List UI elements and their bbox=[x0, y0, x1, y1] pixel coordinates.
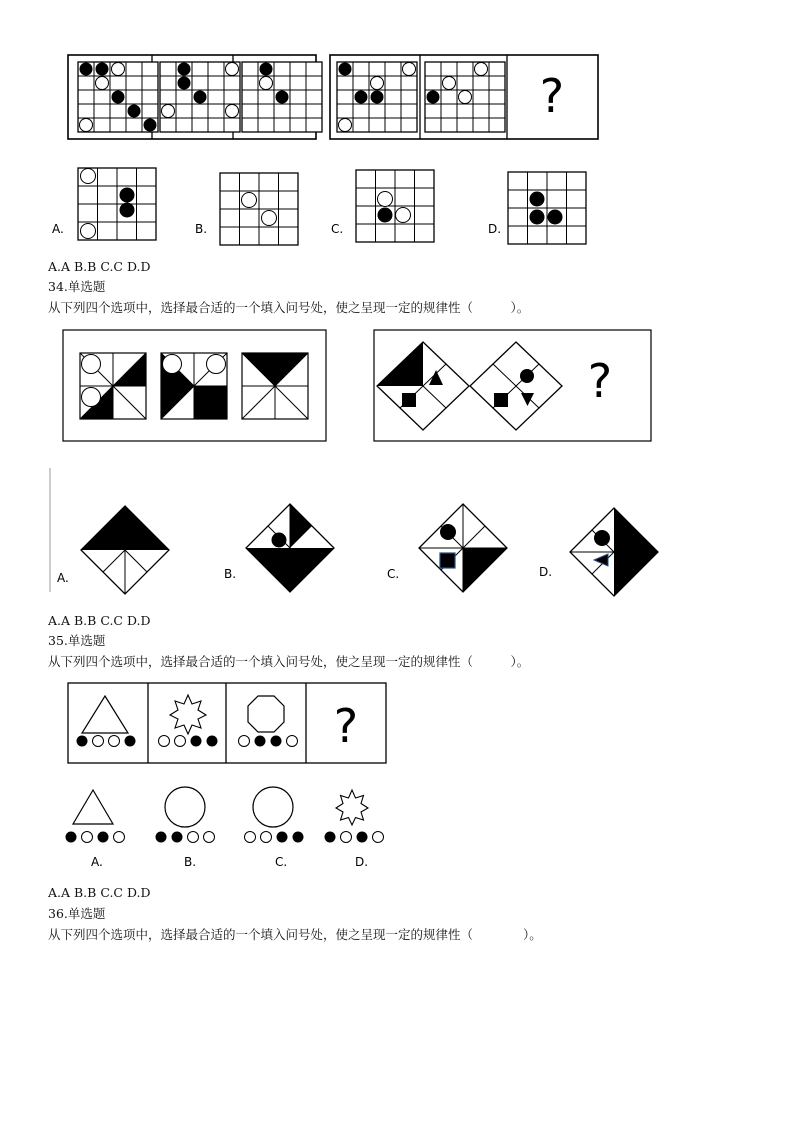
q34-prompt: 从下列四个选项中，选择最合适的一个填入问号处，使之呈现一定的规律性（ ）。 bbox=[48, 300, 530, 315]
q33-grid-4 bbox=[337, 62, 417, 132]
q34-option-c-label: C. bbox=[387, 567, 400, 581]
q35-option-d-label: D. bbox=[355, 855, 369, 869]
q34-option-d-label: D. bbox=[539, 565, 553, 579]
q35-option-d[interactable] bbox=[325, 790, 384, 843]
q34-square-1 bbox=[80, 353, 146, 419]
q34-square-2 bbox=[161, 353, 227, 419]
q35-option-b-label: B. bbox=[184, 855, 197, 869]
q33-sequence-figure bbox=[0, 0, 800, 150]
q33-option-a-grid[interactable] bbox=[78, 168, 156, 240]
q34-sequence-figure bbox=[0, 325, 800, 450]
q35-prompt: 从下列四个选项中，选择最合适的一个填入问号处，使之呈现一定的规律性（ ）。 bbox=[48, 654, 530, 669]
q33-grid-1 bbox=[78, 62, 158, 132]
q33-option-c-grid[interactable] bbox=[356, 170, 434, 242]
q33-question-mark: ? bbox=[539, 69, 565, 123]
q33-option-b-grid[interactable] bbox=[220, 173, 298, 245]
q33-answer-options: A.A B.B C.C D.D bbox=[48, 259, 151, 274]
q34-question-mark: ? bbox=[587, 354, 613, 408]
q35-question-mark: ? bbox=[333, 699, 359, 753]
q35-cell-1 bbox=[77, 696, 136, 747]
q34-option-a-diamond[interactable] bbox=[81, 506, 169, 594]
q35-title: 35.单选题 bbox=[48, 633, 106, 648]
q35-options-figure bbox=[0, 780, 800, 875]
q33-grid-2 bbox=[160, 62, 240, 132]
q35-option-c-label: C. bbox=[275, 855, 288, 869]
q35-option-a-label: A. bbox=[91, 855, 103, 869]
q35-sequence-figure bbox=[0, 678, 800, 773]
q34-answer-options: A.A B.B C.C D.D bbox=[48, 613, 151, 628]
q34-option-b-diamond[interactable] bbox=[246, 504, 334, 592]
q35-answer-options: A.A B.B C.C D.D bbox=[48, 885, 151, 900]
q35-cell-2 bbox=[159, 695, 218, 747]
q36-prompt: 从下列四个选项中，选择最合适的一个填入问号处，使之呈现一定的规律性（ ）。 bbox=[48, 927, 542, 942]
q33-grid-3 bbox=[242, 62, 322, 132]
q33-option-c-label: C. bbox=[331, 222, 344, 236]
q35-option-b[interactable] bbox=[156, 787, 215, 843]
q34-title: 34.单选题 bbox=[48, 279, 106, 294]
q33-option-d-grid[interactable] bbox=[508, 172, 586, 244]
q34-option-d-diamond[interactable] bbox=[570, 508, 658, 596]
q34-options-figure bbox=[0, 460, 800, 600]
q34-square-3 bbox=[242, 353, 308, 419]
q34-diamond-2 bbox=[470, 342, 562, 430]
q36-title: 36.单选题 bbox=[48, 906, 106, 921]
q33-grid-5 bbox=[425, 62, 505, 132]
q35-option-a[interactable] bbox=[66, 790, 125, 843]
q35-cell-3 bbox=[239, 696, 298, 747]
q35-option-c[interactable] bbox=[245, 787, 304, 843]
q34-option-b-label: B. bbox=[224, 567, 237, 581]
q33-option-a-label: A. bbox=[52, 222, 64, 236]
q34-diamond-1 bbox=[377, 342, 469, 430]
q34-option-a-label: A. bbox=[57, 571, 69, 585]
q33-option-b-label: B. bbox=[195, 222, 208, 236]
q33-options-figure bbox=[0, 160, 800, 250]
q33-option-d-label: D. bbox=[488, 222, 502, 236]
q34-option-c-diamond[interactable] bbox=[419, 504, 507, 592]
